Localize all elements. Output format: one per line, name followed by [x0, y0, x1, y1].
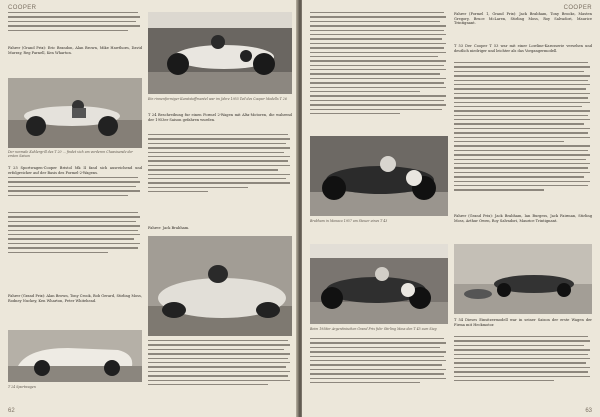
paragraph: T 54 Dieses Einsitzermodell war in seiner Saison der erste Wagen der Firma mit Heckmotor.: [454, 318, 592, 327]
photo-caption: Der normale Kuhlergrill des T 20 … findet sich am vorderen Chassisende der ersten Saison: [8, 150, 133, 158]
text-column-drivers-gp: [454, 214, 592, 240]
text-column-drivers: [8, 46, 142, 76]
photo-streamliner: [148, 236, 292, 336]
paragraph: Fahrer: Jack Brabham.: [148, 226, 190, 230]
text-block-bottom-left: [310, 338, 448, 410]
text-block-left-lower: [8, 212, 142, 292]
text-block-top-left: [8, 12, 144, 42]
text-block-right-upper: [454, 62, 592, 212]
paragraph: T 53 Der Cooper T 53 war mit einer Lowline-Karosserie versehen und deutlich niedriger und leichter als das Vorgangermodell.: [454, 44, 592, 53]
text-column-t25: [8, 166, 142, 212]
photo-t54-racecar: [454, 244, 592, 314]
text-column-t24: [148, 113, 292, 133]
paragraph: Fahrer (Grand Prix): Eric Brandon, Alan Brown, Mike Hawthorn, David Murray, Reg Parnell, Ken Wharton.: [8, 46, 142, 55]
right-page: [302, 0, 600, 417]
text-column-t54: [454, 318, 592, 332]
paragraph: Fahrer (Formel 1, Grand Prix): Jack Brabham, Tony Brooks, Masten Gregory, Bruce McLaren, Stirling Moss, Roy Salvadori, Maurice Trintignant.: [454, 12, 592, 25]
text-block-top-left: [310, 12, 448, 132]
photo-racecar-1: [8, 78, 142, 148]
photo-caption: Beim 1958er Argentinischen Grand Prix fuhr Stirling Moss den T 45 zum Sieg: [310, 327, 437, 331]
page-number-right: 63: [585, 408, 592, 414]
text-column-drivers-f1: [454, 12, 592, 42]
photo-caption: Ein rinnenformiger Kunststoffmantel war im Jahre 1955 Teil des Cooper Modells T 26: [148, 97, 287, 101]
text-column-t53: [454, 44, 592, 60]
photo-t43-racecar: [310, 136, 448, 216]
page-number-left: 62: [8, 408, 15, 414]
photo-caption: Brabham in Monaco 1957 am Steuer eines T 43: [310, 219, 388, 223]
running-header-right: COOPER: [563, 5, 592, 11]
text-block-bottom-right: [148, 340, 292, 410]
text-block-right-column: [148, 134, 292, 230]
paragraph: Fahrer (Grand Prix): Alan Brown, Tony Crook, Bob Gerard, Stirling Moss, Rodney Nuckey, Ken Wharton, Peter Whitehead.: [8, 294, 142, 303]
photo-caption: T 24 Sportwagen: [8, 385, 36, 389]
running-header-left: COOPER: [8, 5, 37, 11]
text-block-bottom-right: [454, 336, 592, 410]
photo-sportscar: [8, 330, 142, 382]
paragraph: T 24 Beschreibung fur einen Formel 2-Wagen mit Alta-Motoren, die wahrend der 1953er Saison gefahren wurden.: [148, 113, 292, 122]
text-column-driver: [148, 226, 292, 234]
paragraph: Fahrer (Grand Prix): Jack Brabham, Ian Burgess, Jack Fairman, Stirling Moss, Arthur Owen, Roy Salvadori, Maurice Trintignant.: [454, 214, 592, 223]
photo-argentina-gp: [310, 244, 448, 324]
left-page: [0, 0, 298, 417]
paragraph: T 25 Sportwagen-Cooper Bristol Mk II fand sich ausreichend und erfolgreicher auf der Basis des Formel-2-Wagens.: [8, 166, 142, 175]
photo-monaco-racecar: [148, 12, 292, 94]
text-column-drivers-gp: [8, 294, 142, 322]
